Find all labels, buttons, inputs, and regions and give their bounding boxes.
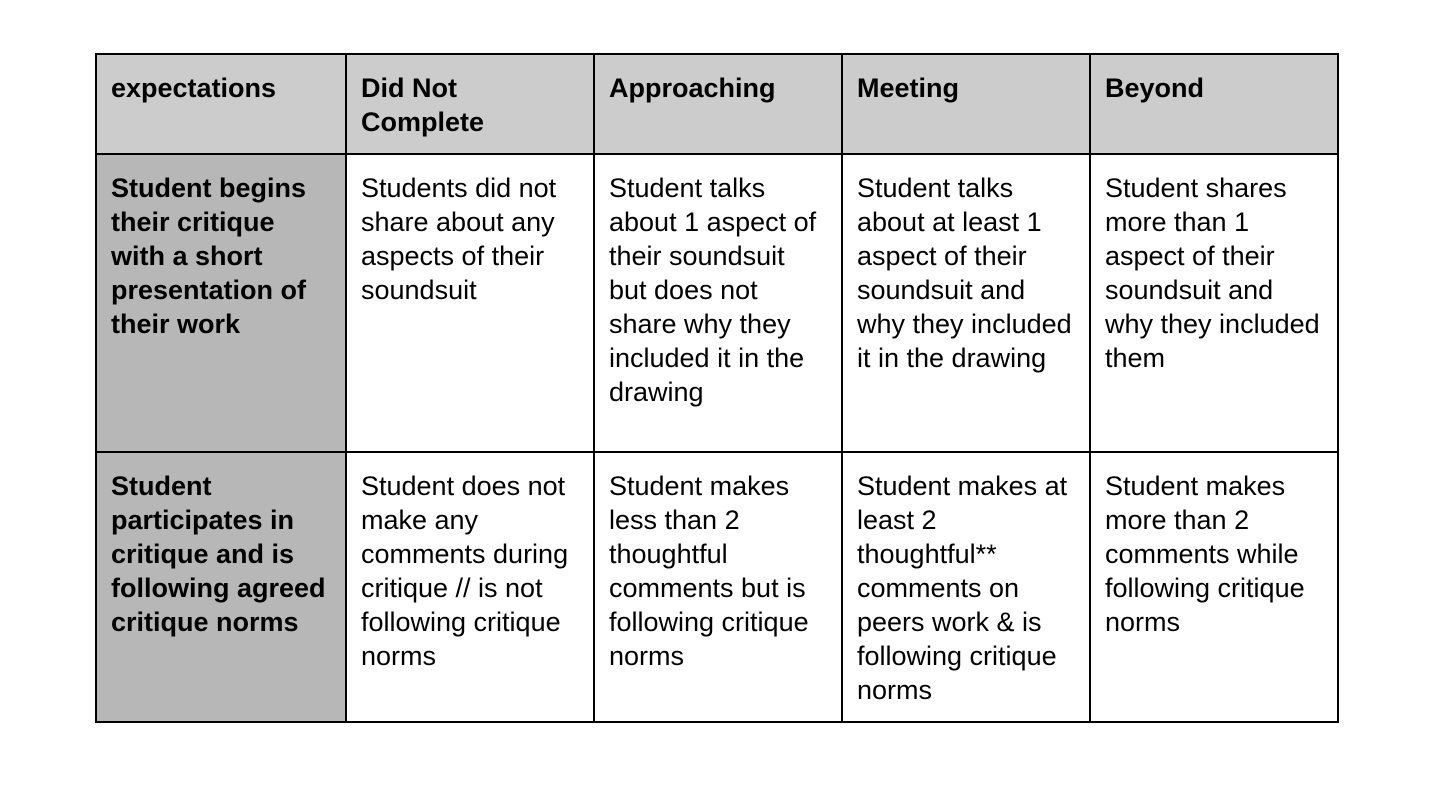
rubric-table (95, 53, 1339, 723)
header-approaching: Approaching (594, 54, 842, 154)
table-row (96, 154, 1338, 452)
table-cell-approaching: Student makes less than 2 thoughtful comments but is following critique norms (594, 452, 842, 722)
table-cell-meeting: Student makes at least 2 thoughtful** comments on peers work & is following critique norms (842, 452, 1090, 722)
table-cell-beyond: Student shares more than 1 aspect of their soundsuit and why they included them (1090, 154, 1338, 452)
criterion-label: Student begins their critique with a short presentation of their work (96, 154, 346, 452)
table-row (96, 452, 1338, 722)
criterion-label: Student participates in critique and is following agreed critique norms (96, 452, 346, 722)
header-meeting: Meeting (842, 54, 1090, 154)
table-cell-approaching: Student talks about 1 aspect of their soundsuit but does not share why they included it in the drawing (594, 154, 842, 452)
header-beyond: Beyond (1090, 54, 1338, 154)
header-expectations: expectations (96, 54, 346, 154)
table-cell-did-not-complete: Students did not share about any aspects of their soundsuit (346, 154, 594, 452)
header-row (96, 54, 1338, 154)
table-cell-did-not-complete: Student does not make any comments during critique // is not following critique norms (346, 452, 594, 722)
table-cell-beyond: Student makes more than 2 comments while following critique norms (1090, 452, 1338, 722)
table-cell-meeting: Student talks about at least 1 aspect of their soundsuit and why they included it in the drawing (842, 154, 1090, 452)
header-did-not-complete: Did Not Complete (346, 54, 594, 154)
